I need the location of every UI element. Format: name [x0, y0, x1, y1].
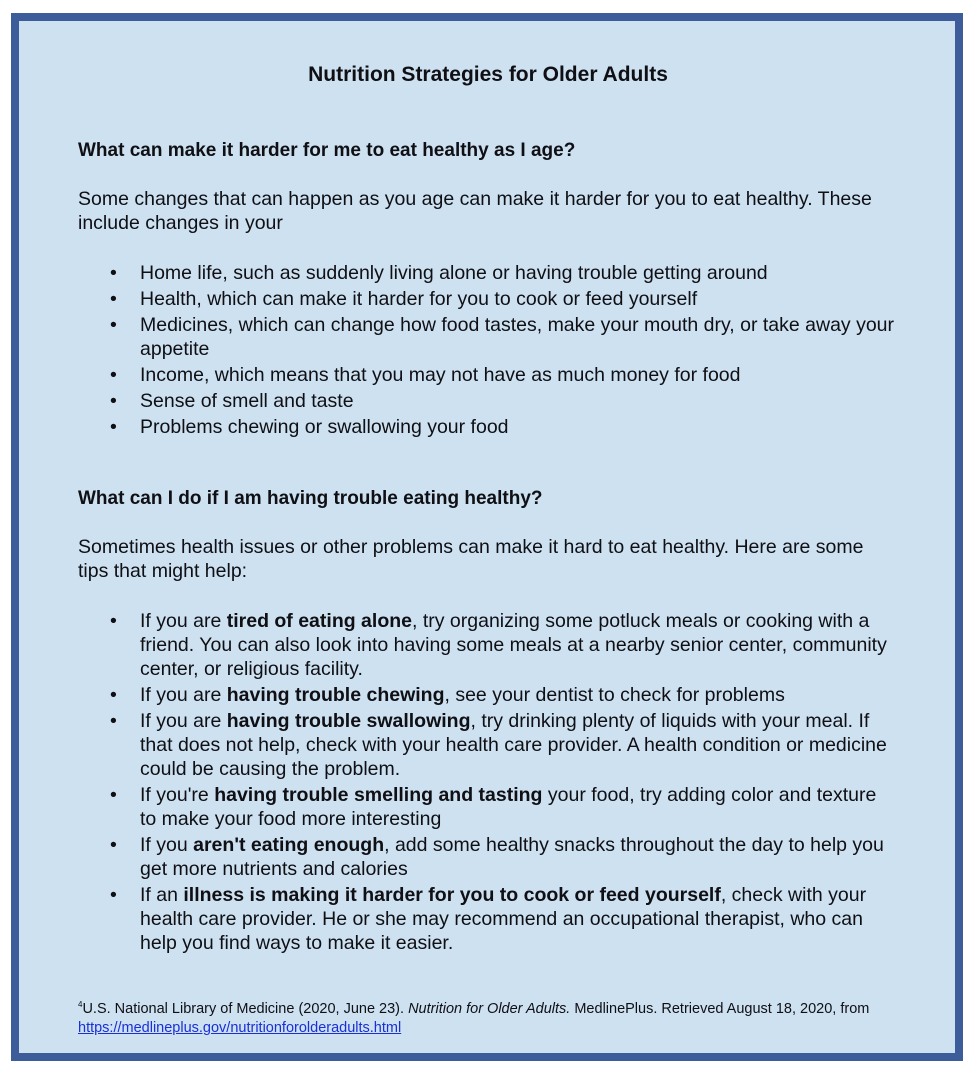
tip-text: If you're [140, 784, 215, 806]
list-item: • Problems chewing or swallowing your food [78, 415, 898, 439]
tip-emphasis: tired of eating alone [226, 610, 412, 632]
list-item [78, 883, 898, 955]
list-item: • Income, which means that you may not have as much money for food [78, 363, 898, 387]
list-item [78, 709, 898, 781]
list-item [78, 783, 898, 831]
list-item [78, 609, 898, 681]
tip-text: , check with your health care provider. He or she may recommend an occupational therapist, who can help you find ways to make it easier. [140, 884, 867, 954]
section1-intro: Some changes that can happen as you age can make it harder for you to eat healthy. These include changes in your [78, 188, 872, 234]
list-item: • Home life, such as suddenly living alone or having trouble getting around [78, 261, 898, 285]
tip-text: your food, try adding color and texture to make your food more interesting [140, 784, 877, 830]
section2-list [78, 609, 898, 957]
content-box [11, 13, 963, 1061]
tip-emphasis: aren't eating enough [193, 834, 385, 856]
list-item: • Sense of smell and taste [78, 389, 898, 413]
list-item [78, 683, 898, 707]
tip-emphasis: having trouble swallowing [226, 710, 471, 732]
tip-text: If you are [140, 610, 227, 632]
tip-text: If you [140, 834, 194, 856]
tip-text: , add some healthy snacks throughout the day to help you get more nutrients and calories [140, 834, 884, 880]
tip-text: If you are [140, 710, 227, 732]
section1-heading: What can make it harder for me to eat healthy as I age? [78, 140, 576, 161]
tip-text: , try drinking plenty of liquids with your meal. If that does not help, check with your health care provider. A health condition or medicine could be causing the problem. [140, 710, 887, 780]
tip-text: If you are [140, 684, 227, 706]
section2-intro: Sometimes health issues or other problems can make it hard to eat healthy. Here are some tips that might help: [78, 536, 864, 582]
footnote-marker: 4 [78, 1000, 83, 1009]
list-item: • Health, which can make it harder for you to cook or feed yourself [78, 287, 898, 311]
tip-text: , see your dentist to check for problems [444, 684, 785, 706]
footnote-source-title: Nutrition for Older Adults. [408, 1001, 571, 1017]
footnote [78, 995, 898, 1038]
list-item: • Medicines, which can change how food tastes, make your mouth dry, or take away your appetite [78, 313, 898, 361]
tip-emphasis: having trouble chewing [226, 684, 445, 706]
tip-text: If an [140, 884, 184, 906]
section1-list [78, 261, 898, 441]
tip-text: , try organizing some potluck meals or cooking with a friend. You can also look into having some meals at a nearby senior center, community center, or religious facility. [140, 610, 887, 680]
footnote-retrieved: MedlinePlus. Retrieved August 18, 2020, from [570, 1001, 870, 1017]
list-item [78, 833, 898, 881]
footnote-link[interactable]: https://medlineplus.gov/nutritionforolderadults.html [78, 1020, 402, 1036]
page-title: Nutrition Strategies for Older Adults [308, 63, 668, 86]
tip-emphasis: illness is making it harder for you to cook or feed yourself [183, 884, 721, 906]
footnote-citation: U.S. National Library of Medicine (2020, June 23). [82, 1001, 409, 1017]
tip-emphasis: having trouble smelling and tasting [214, 784, 543, 806]
section2-heading: What can I do if I am having trouble eating healthy? [78, 488, 543, 509]
